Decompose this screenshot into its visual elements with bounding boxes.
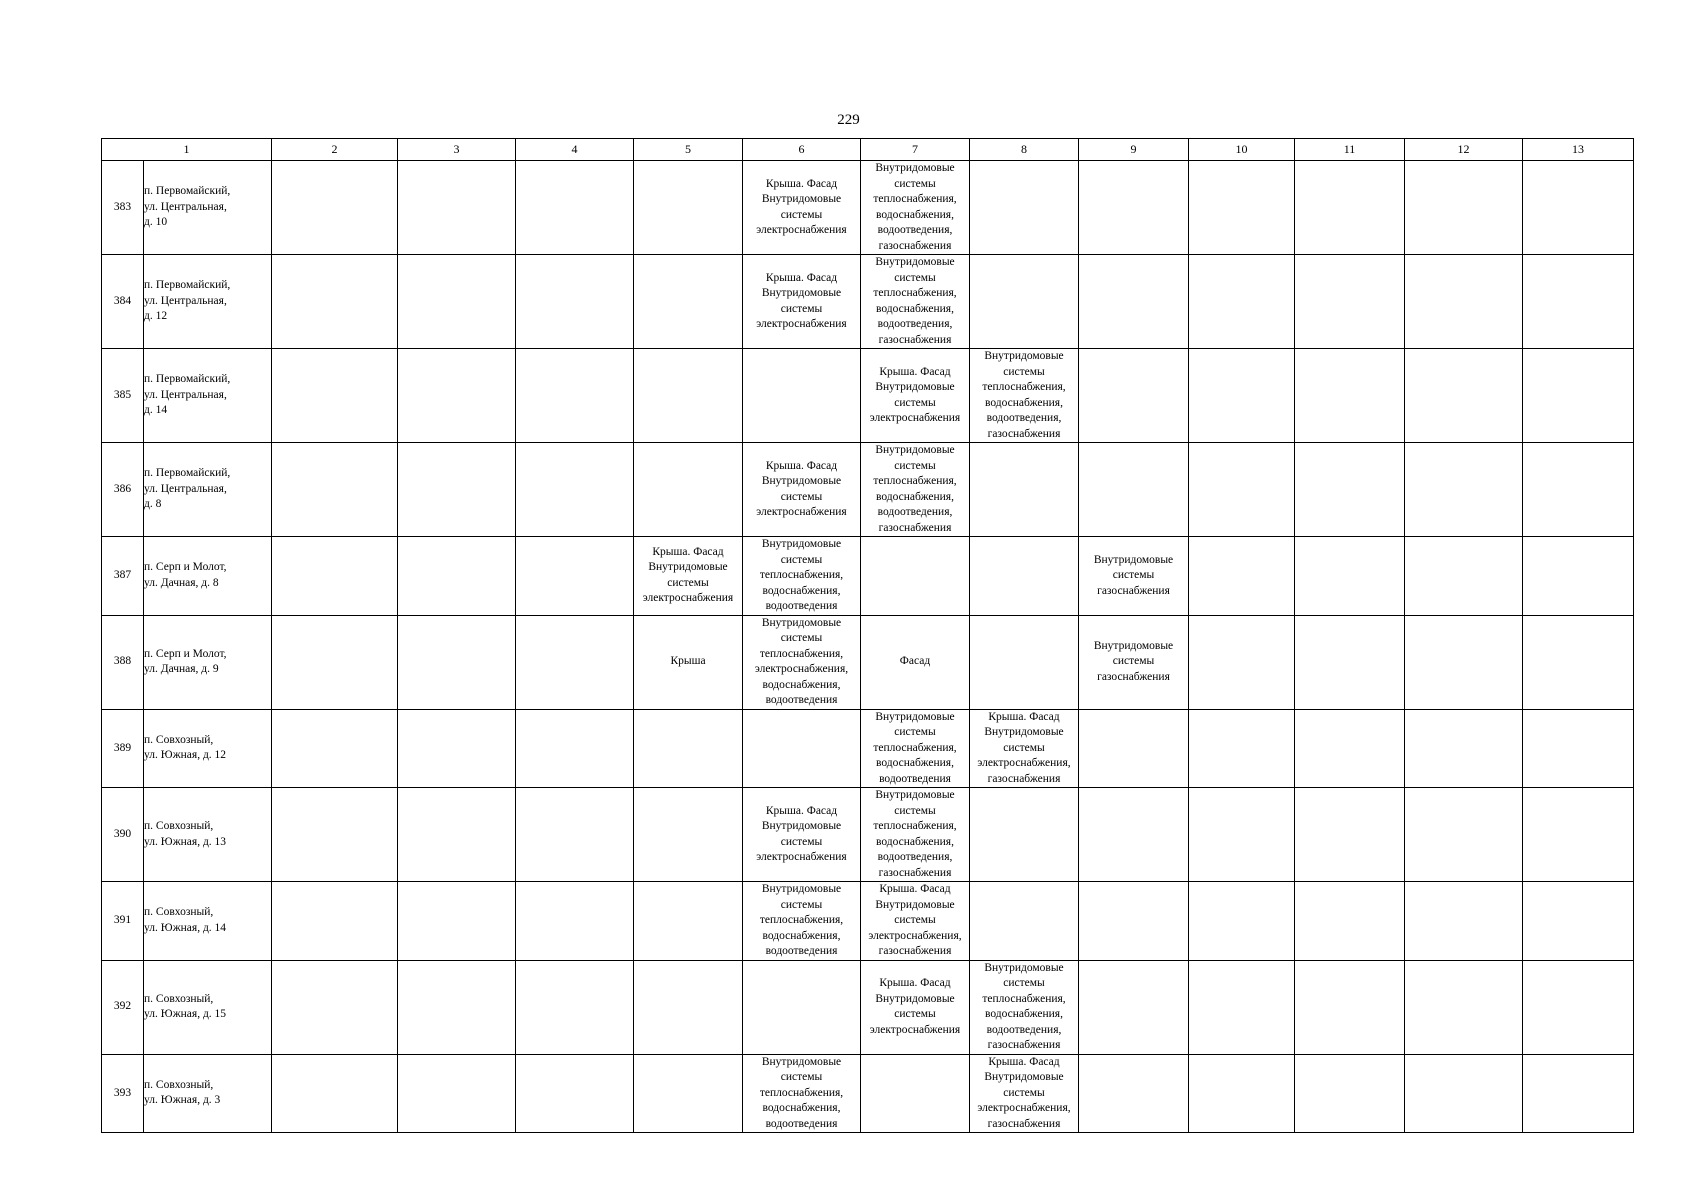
- column-header-8: 8: [970, 139, 1079, 161]
- column-header-2: 2: [272, 139, 398, 161]
- column-header-4: 4: [516, 139, 634, 161]
- work-cell-col-8: [970, 537, 1079, 616]
- work-cell-col-9: Внутридомовые системы газоснабжения: [1079, 615, 1189, 709]
- work-cell-col-3: [398, 443, 516, 537]
- column-header-13: 13: [1523, 139, 1634, 161]
- work-cell-col-7: Фасад: [861, 615, 970, 709]
- address-cell: п. Серп и Молот, ул. Дачная, д. 9: [144, 615, 272, 709]
- work-cell-col-12: [1405, 161, 1523, 255]
- work-cell-col-12: [1405, 709, 1523, 788]
- work-cell-col-10: [1189, 960, 1295, 1054]
- work-cell-col-3: [398, 788, 516, 882]
- column-number-header-row: [102, 139, 1634, 161]
- work-cell-col-4: [516, 537, 634, 616]
- row-number: 385: [102, 349, 144, 443]
- work-cell-col-4: [516, 255, 634, 349]
- work-cell-col-6: Крыша. Фасад Внутридомовые системы электроснабжения: [743, 255, 861, 349]
- column-header-12: 12: [1405, 139, 1523, 161]
- work-cell-col-7: Крыша. Фасад Внутридомовые системы электроснабжения: [861, 960, 970, 1054]
- table-row: [102, 161, 1634, 255]
- work-cell-col-3: [398, 960, 516, 1054]
- work-cell-col-12: [1405, 255, 1523, 349]
- table-row: [102, 882, 1634, 961]
- work-cell-col-10: [1189, 349, 1295, 443]
- work-cell-col-4: [516, 161, 634, 255]
- work-cell-col-11: [1295, 1054, 1405, 1133]
- work-cell-col-10: [1189, 255, 1295, 349]
- work-cell-col-10: [1189, 1054, 1295, 1133]
- address-cell: п. Первомайский, ул. Центральная, д. 8: [144, 443, 272, 537]
- row-number: 383: [102, 161, 144, 255]
- work-cell-col-8: Внутридомовые системы теплоснабжения, водоснабжения, водоотведения, газоснабжения: [970, 960, 1079, 1054]
- work-cell-col-10: [1189, 443, 1295, 537]
- work-cell-col-6: Внутридомовые системы теплоснабжения, водоснабжения, водоотведения: [743, 882, 861, 961]
- work-cell-col-9: [1079, 1054, 1189, 1133]
- table-row: [102, 960, 1634, 1054]
- address-cell: п. Совхозный, ул. Южная, д. 13: [144, 788, 272, 882]
- work-cell-col-8: [970, 161, 1079, 255]
- address-cell: п. Совхозный, ул. Южная, д. 14: [144, 882, 272, 961]
- column-header-1: 1: [102, 139, 272, 161]
- column-header-7: 7: [861, 139, 970, 161]
- address-cell: п. Совхозный, ул. Южная, д. 15: [144, 960, 272, 1054]
- work-cell-col-11: [1295, 443, 1405, 537]
- work-cell-col-3: [398, 161, 516, 255]
- work-cell-col-10: [1189, 882, 1295, 961]
- work-cell-col-2: [272, 537, 398, 616]
- work-cell-col-8: [970, 615, 1079, 709]
- work-cell-col-10: [1189, 615, 1295, 709]
- table-row: [102, 615, 1634, 709]
- work-cell-col-12: [1405, 615, 1523, 709]
- work-cell-col-8: Крыша. Фасад Внутридомовые системы электроснабжения, газоснабжения: [970, 1054, 1079, 1133]
- work-cell-col-7: Внутридомовые системы теплоснабжения, водоснабжения, водоотведения, газоснабжения: [861, 788, 970, 882]
- work-cell-col-11: [1295, 788, 1405, 882]
- table-row: [102, 537, 1634, 616]
- work-cell-col-5: [634, 443, 743, 537]
- work-cell-col-8: Внутридомовые системы теплоснабжения, водоснабжения, водоотведения, газоснабжения: [970, 349, 1079, 443]
- work-cell-col-11: [1295, 161, 1405, 255]
- work-cell-col-8: [970, 443, 1079, 537]
- work-cell-col-11: [1295, 709, 1405, 788]
- work-cell-col-4: [516, 615, 634, 709]
- work-cell-col-13: [1523, 709, 1634, 788]
- work-cell-col-5: [634, 788, 743, 882]
- work-cell-col-9: [1079, 960, 1189, 1054]
- column-header-10: 10: [1189, 139, 1295, 161]
- work-cell-col-6: [743, 349, 861, 443]
- work-cell-col-2: [272, 349, 398, 443]
- work-cell-col-6: Крыша. Фасад Внутридомовые системы электроснабжения: [743, 788, 861, 882]
- work-cell-col-10: [1189, 709, 1295, 788]
- work-cell-col-8: [970, 882, 1079, 961]
- work-cell-col-10: [1189, 788, 1295, 882]
- work-cell-col-13: [1523, 349, 1634, 443]
- work-cell-col-13: [1523, 443, 1634, 537]
- row-number: 387: [102, 537, 144, 616]
- table-row: [102, 709, 1634, 788]
- work-cell-col-11: [1295, 960, 1405, 1054]
- work-schedule-table: [101, 138, 1634, 1133]
- work-cell-col-4: [516, 882, 634, 961]
- row-number: 388: [102, 615, 144, 709]
- table-row: [102, 349, 1634, 443]
- work-cell-col-7: Внутридомовые системы теплоснабжения, водоснабжения, водоотведения, газоснабжения: [861, 255, 970, 349]
- work-cell-col-4: [516, 960, 634, 1054]
- work-cell-col-4: [516, 349, 634, 443]
- row-number: 389: [102, 709, 144, 788]
- column-header-9: 9: [1079, 139, 1189, 161]
- work-cell-col-13: [1523, 161, 1634, 255]
- work-cell-col-6: Внутридомовые системы теплоснабжения, водоснабжения, водоотведения: [743, 1054, 861, 1133]
- column-header-11: 11: [1295, 139, 1405, 161]
- work-cell-col-11: [1295, 882, 1405, 961]
- work-cell-col-9: [1079, 788, 1189, 882]
- work-cell-col-3: [398, 615, 516, 709]
- work-cell-col-11: [1295, 255, 1405, 349]
- work-cell-col-3: [398, 537, 516, 616]
- table-row: [102, 1054, 1634, 1133]
- work-cell-col-6: [743, 709, 861, 788]
- work-cell-col-13: [1523, 882, 1634, 961]
- work-cell-col-9: [1079, 161, 1189, 255]
- work-cell-col-5: Крыша: [634, 615, 743, 709]
- row-number: 391: [102, 882, 144, 961]
- work-cell-col-13: [1523, 1054, 1634, 1133]
- address-cell: п. Первомайский, ул. Центральная, д. 10: [144, 161, 272, 255]
- work-cell-col-9: Внутридомовые системы газоснабжения: [1079, 537, 1189, 616]
- work-cell-col-5: [634, 709, 743, 788]
- column-header-5: 5: [634, 139, 743, 161]
- work-cell-col-2: [272, 161, 398, 255]
- work-cell-col-6: Внутридомовые системы теплоснабжения, водоснабжения, водоотведения: [743, 537, 861, 616]
- work-cell-col-11: [1295, 537, 1405, 616]
- work-cell-col-8: Крыша. Фасад Внутридомовые системы электроснабжения, газоснабжения: [970, 709, 1079, 788]
- work-cell-col-7: Внутридомовые системы теплоснабжения, водоснабжения, водоотведения, газоснабжения: [861, 161, 970, 255]
- address-cell: п. Совхозный, ул. Южная, д. 3: [144, 1054, 272, 1133]
- work-cell-col-12: [1405, 788, 1523, 882]
- work-cell-col-4: [516, 1054, 634, 1133]
- work-cell-col-2: [272, 443, 398, 537]
- work-cell-col-2: [272, 788, 398, 882]
- work-cell-col-2: [272, 1054, 398, 1133]
- row-number: 392: [102, 960, 144, 1054]
- work-cell-col-7: Внутридомовые системы теплоснабжения, водоснабжения, водоотведения, газоснабжения: [861, 443, 970, 537]
- work-cell-col-3: [398, 709, 516, 788]
- work-cell-col-12: [1405, 537, 1523, 616]
- page-number: 229: [837, 112, 860, 128]
- work-cell-col-12: [1405, 882, 1523, 961]
- work-cell-col-7: Крыша. Фасад Внутридомовые системы электроснабжения, газоснабжения: [861, 882, 970, 961]
- work-cell-col-5: [634, 1054, 743, 1133]
- work-cell-col-9: [1079, 882, 1189, 961]
- work-cell-col-4: [516, 709, 634, 788]
- address-cell: п. Первомайский, ул. Центральная, д. 12: [144, 255, 272, 349]
- work-cell-col-7: Крыша. Фасад Внутридомовые системы электроснабжения: [861, 349, 970, 443]
- table-row: [102, 443, 1634, 537]
- row-number: 390: [102, 788, 144, 882]
- table-row: [102, 788, 1634, 882]
- work-cell-col-5: [634, 960, 743, 1054]
- work-cell-col-3: [398, 255, 516, 349]
- work-cell-col-13: [1523, 537, 1634, 616]
- work-cell-col-5: [634, 255, 743, 349]
- column-header-6: 6: [743, 139, 861, 161]
- work-cell-col-9: [1079, 709, 1189, 788]
- work-cell-col-5: [634, 161, 743, 255]
- work-cell-col-8: [970, 255, 1079, 349]
- work-cell-col-5: [634, 349, 743, 443]
- work-cell-col-7: [861, 537, 970, 616]
- work-cell-col-3: [398, 1054, 516, 1133]
- work-cell-col-7: [861, 1054, 970, 1133]
- work-cell-col-3: [398, 349, 516, 443]
- table-row: [102, 255, 1634, 349]
- work-cell-col-2: [272, 882, 398, 961]
- work-cell-col-13: [1523, 255, 1634, 349]
- work-cell-col-2: [272, 615, 398, 709]
- work-cell-col-5: Крыша. Фасад Внутридомовые системы электроснабжения: [634, 537, 743, 616]
- work-cell-col-9: [1079, 349, 1189, 443]
- work-cell-col-11: [1295, 615, 1405, 709]
- address-cell: п. Совхозный, ул. Южная, д. 12: [144, 709, 272, 788]
- row-number: 384: [102, 255, 144, 349]
- work-cell-col-12: [1405, 349, 1523, 443]
- work-cell-col-12: [1405, 1054, 1523, 1133]
- row-number: 386: [102, 443, 144, 537]
- work-cell-col-4: [516, 788, 634, 882]
- work-cell-col-2: [272, 709, 398, 788]
- column-header-3: 3: [398, 139, 516, 161]
- work-cell-col-6: Внутридомовые системы теплоснабжения, электроснабжения, водоснабжения, водоотведения: [743, 615, 861, 709]
- work-cell-col-2: [272, 960, 398, 1054]
- work-cell-col-3: [398, 882, 516, 961]
- work-cell-col-10: [1189, 537, 1295, 616]
- work-cell-col-2: [272, 255, 398, 349]
- work-cell-col-11: [1295, 349, 1405, 443]
- work-cell-col-13: [1523, 788, 1634, 882]
- work-cell-col-13: [1523, 615, 1634, 709]
- work-cell-col-8: [970, 788, 1079, 882]
- address-cell: п. Первомайский, ул. Центральная, д. 14: [144, 349, 272, 443]
- work-cell-col-10: [1189, 161, 1295, 255]
- work-cell-col-5: [634, 882, 743, 961]
- work-cell-col-9: [1079, 255, 1189, 349]
- work-cell-col-13: [1523, 960, 1634, 1054]
- work-cell-col-6: Крыша. Фасад Внутридомовые системы электроснабжения: [743, 161, 861, 255]
- work-cell-col-6: Крыша. Фасад Внутридомовые системы электроснабжения: [743, 443, 861, 537]
- work-cell-col-6: [743, 960, 861, 1054]
- address-cell: п. Серп и Молот, ул. Дачная, д. 8: [144, 537, 272, 616]
- work-cell-col-4: [516, 443, 634, 537]
- work-cell-col-12: [1405, 960, 1523, 1054]
- work-cell-col-7: Внутридомовые системы теплоснабжения, водоснабжения, водоотведения: [861, 709, 970, 788]
- work-cell-col-9: [1079, 443, 1189, 537]
- row-number: 393: [102, 1054, 144, 1133]
- work-cell-col-12: [1405, 443, 1523, 537]
